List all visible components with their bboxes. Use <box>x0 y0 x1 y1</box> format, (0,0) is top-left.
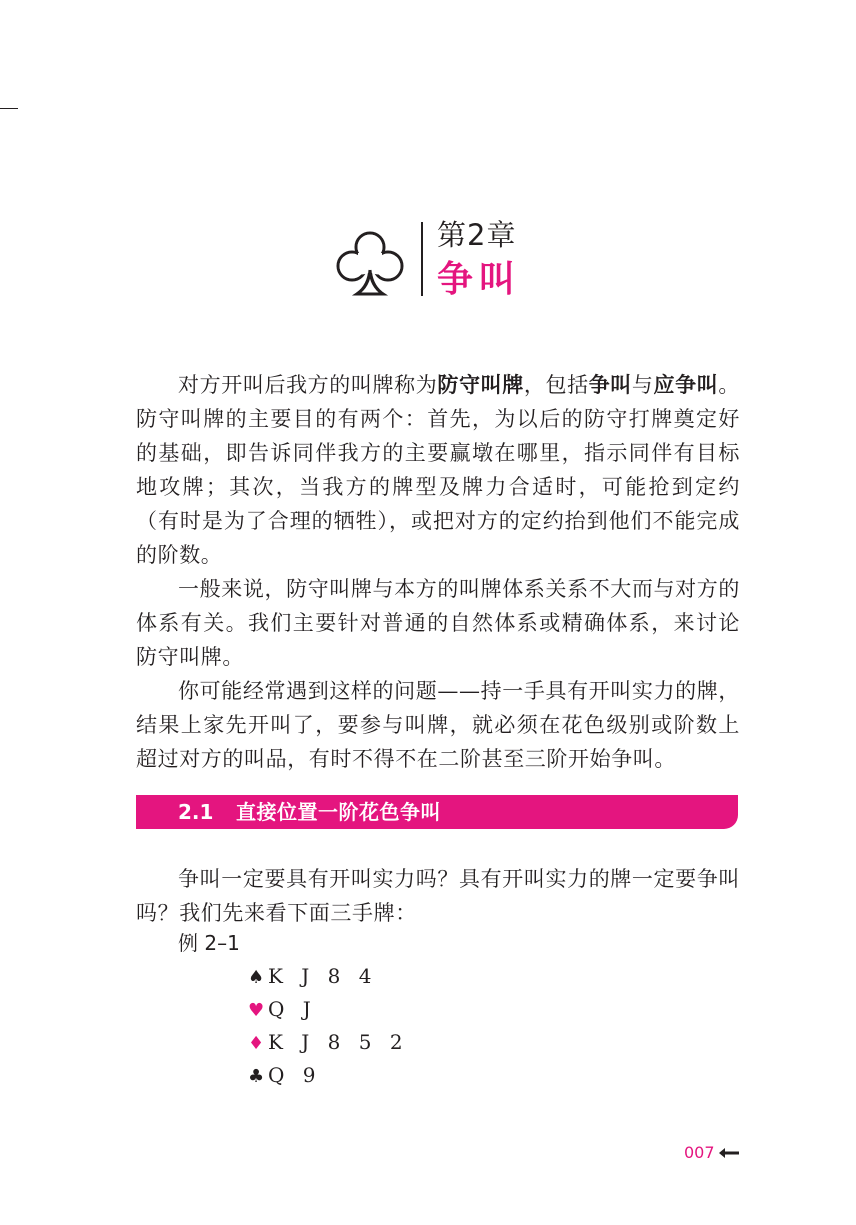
example-label: 例 2–1 <box>178 931 240 955</box>
paragraph <box>136 674 740 776</box>
diamond-icon: ♦ <box>248 1033 265 1054</box>
heart-icon: ♥ <box>248 1000 265 1021</box>
chapter-title: 争叫 <box>437 258 522 300</box>
hand-row <box>248 993 409 1026</box>
text-run: 对方开叫后我方的叫牌称为 <box>178 373 438 397</box>
spade-icon: ♠ <box>248 967 265 988</box>
card-hand <box>248 960 409 1092</box>
section-text <box>136 862 740 930</box>
bold-term: 防守叫牌 <box>437 373 524 397</box>
text-run: 。防守叫牌的主要目的有两个：首先，为以后的防守打牌奠定好的基础，即告诉同伴我方的主要赢墩在哪里，指示同伴有目标地攻牌；其次，当我方的牌型及牌力合适时，可能抢到定约（有时是为了合理的牺牲），或把对方的定约抬到他们不能完成的阶数。 <box>136 373 740 567</box>
text-run: 你可能经常遇到这样的问题——持一手具有开叫实力的牌，结果上家先开叫了，要参与叫牌，就必须在花色级别或阶数上超过对方的叫品，有时不得不在二阶甚至三阶开始争叫。 <box>136 679 740 771</box>
hand-row <box>248 1026 409 1059</box>
paragraph <box>136 572 740 674</box>
header-divider <box>421 222 423 296</box>
crop-mark <box>0 108 18 109</box>
left-arrow-icon <box>718 1146 740 1160</box>
hand-cards: K J 8 4 <box>268 964 378 988</box>
text-run: ，包括 <box>523 373 589 397</box>
club-outline-icon <box>333 228 407 300</box>
hand-row <box>248 1059 409 1092</box>
section-banner <box>136 795 738 829</box>
chapter-number: 第2章 <box>437 218 517 252</box>
text-run: 与 <box>631 373 654 397</box>
text-run: 一般来说，防守叫牌与本方的叫牌体系关系不大而与对方的体系有关。我们主要针对普通的自然体系或精确体系，来讨论防守叫牌。 <box>136 577 740 669</box>
section-number: 2.1 <box>178 800 214 824</box>
hand-cards: K J 8 5 2 <box>268 1030 409 1054</box>
club-icon: ♣ <box>248 1066 265 1087</box>
bold-term: 应争叫 <box>653 373 719 397</box>
hand-cards: Q 9 <box>268 1063 322 1087</box>
hand-row <box>248 960 409 993</box>
paragraph: 争叫一定要具有开叫实力吗？具有开叫实力的牌一定要争叫吗？我们先来看下面三手牌： <box>136 867 740 925</box>
section-title: 直接位置一阶花色争叫 <box>236 800 441 824</box>
hand-cards: Q J <box>268 997 317 1021</box>
page-number: 007 <box>684 1143 715 1162</box>
paragraph <box>136 368 740 572</box>
chapter-header <box>333 218 593 300</box>
bold-term: 争叫 <box>588 373 632 397</box>
intro-text <box>136 368 740 776</box>
